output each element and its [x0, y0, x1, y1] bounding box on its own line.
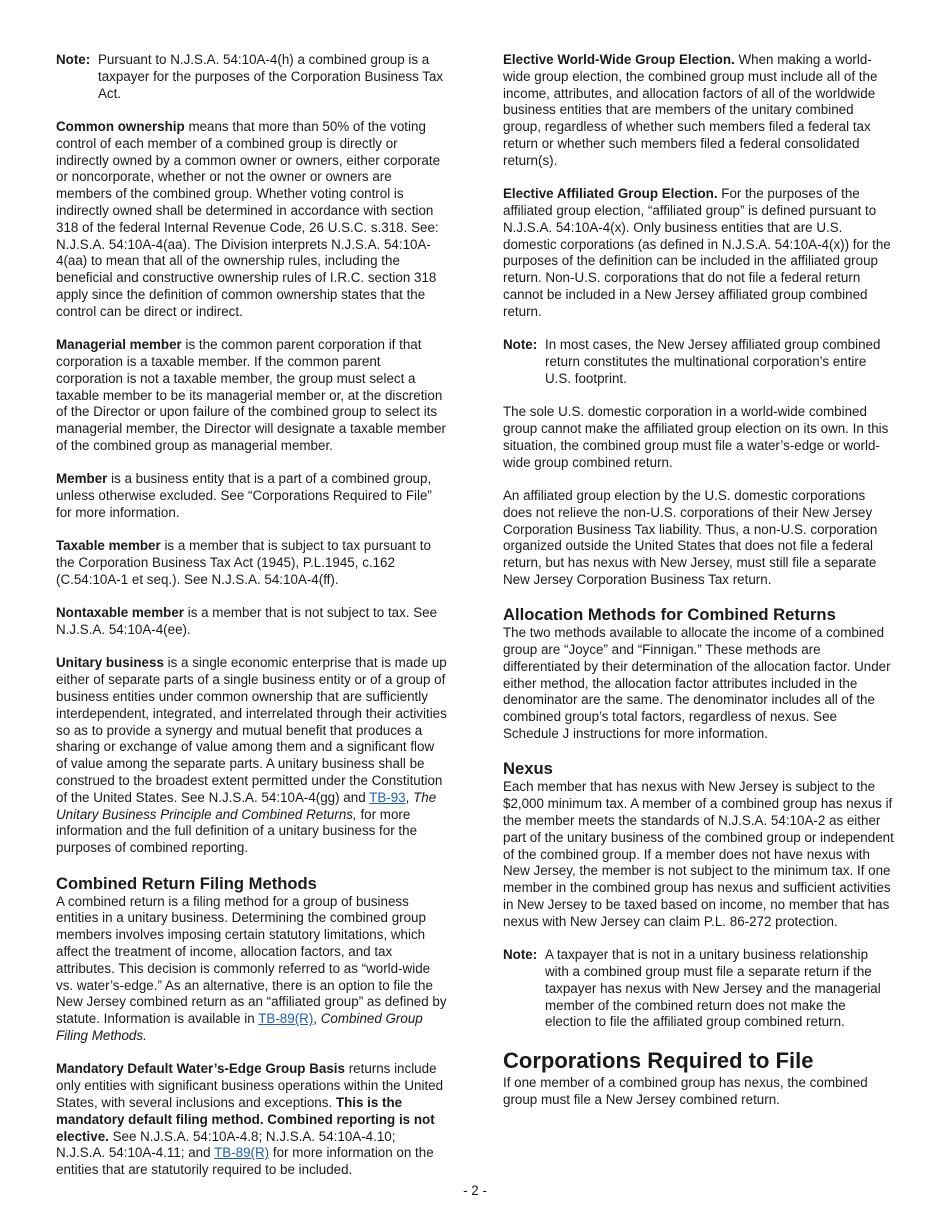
taxable-member-definition: Taxable member is a member that is subject to tax pursuant to the Corporation Business Tax Act (1945), P.L.1945, c.162 (C.54:10A-1 et seq.). See N.J.S.A. 54:10A-4(ff). [56, 538, 431, 587]
corporations-required-heading: Corporations Required to File [503, 1047, 814, 1073]
common-ownership-definition: Common ownership means that more than 50% of the voting control of each member of a combined group is directly or indirectly owned by a common owner or owners, either corporate or noncorporate, whether or not the owner or owners are members of the combined group. Whether voting control is indirectly owned shall be determined in accordance with section 318 of the federal Internal Revenue Code, 26 U.S.C. s.318. See: N.J.S.A. 54:10A-4(aa). The Division interprets N.J.S.A. 54:10A-4(aa) to mean that all of the ownership rules, including the beneficial and constructive ownership rules of I.R.C. section 318 apply since the definition of common ownership states that the control can be direct or indirect. [56, 118, 441, 319]
unitary-business-definition: Unitary business is a single economic enterprise that is made up either of separate parts of a single business entity or of a group of business entities under common ownership that are sufficiently interdependent, integrated, and interrelated through their activities so as to provide a synergy and mutual benefit that produces a sharing or exchange of value among them and a significant flow of value among the separate parts. A unitary business shall be construed to the broadest extent permitted under the Constitution of the United States. See N.J.S.A. 54:10A-4(gg) and TB-93, The Unitary Business Principle and Combined Returns, for more information and the full definition of a unitary business for the purposes of combined reporting. [56, 655, 447, 856]
right-column [503, 52, 895, 1125]
left-column [56, 52, 448, 1196]
term-nontaxable-member: Nontaxable member [56, 605, 184, 621]
note-text: A taxpayer that is not in a unitary business relationship with a combined group must file a separate return if the taxpayer has nexus with New Jersey and the managerial member of the combined return does not make the election to file the affiliated group combined return. [545, 947, 881, 1030]
mandatory-default-definition: Mandatory Default Water’s-Edge Group Basis returns include only entities with significant business operations within the United States, with several inclusions and exceptions. This is the mandatory default filing method. Combined reporting is not elective. See N.J.S.A. 54:10A-4.8; N.J.S.A. 54:10A-4.10; N.J.S.A. 54:10A-4.11; and TB-89(R) for more information on the entities that are statutorily required to be included. [56, 1061, 444, 1178]
nexus-heading: Nexus [503, 759, 553, 779]
allocation-methods-text: The two methods available to allocate the income of a combined group are “Joyce” and “Finnigan.” These methods are differentiated by their determination of the allocation factor. Under either method, the allocation factor attributes included in the denominator are the same. The denominator includes all of the combined group’s total factors, regardless of nexus. See Schedule J instructions for more information. [503, 625, 891, 742]
note-label: Note: [503, 947, 538, 963]
term-affiliated-election: Elective Affiliated Group Election. [503, 186, 718, 202]
worldwide-election: Elective World-Wide Group Election. When making a world-wide group election, the combined group must include all of the income, attributes, and allocation factors of all of the worldwide business entities that are members of the unitary combined group, regardless of whether such members filed a federal tax return or whether such members filed a federal consolidated return(s). [503, 52, 878, 168]
term-common-ownership: Common ownership [56, 118, 185, 134]
member-definition: Member is a business entity that is a part of a combined group, unless otherwise excluded. See “Corporations Required to File” for more information. [56, 471, 432, 520]
page-number: - 2 - [463, 1183, 487, 1198]
tb-89r-link-2[interactable]: TB-89(R) [214, 1145, 270, 1161]
affiliated-election: Elective Affiliated Group Election. For the purposes of the affiliated group election, “affiliated group” is defined pursuant to N.J.S.A. 54:10A-4(x). Only business entities that are U.S. domestic corporations (as defined in N.J.S.A. 54:10A-4(x)) for the purposes of the definition can be included in the affiliated group return. Non-U.S. corporations that do not file a federal return cannot be included in a New Jersey affiliated group combined return. [503, 186, 891, 319]
tb-93-link[interactable]: TB-93 [369, 789, 406, 805]
tb-89r-link[interactable]: TB-89(R) [258, 1011, 314, 1027]
term-managerial-member: Managerial member [56, 337, 182, 353]
sole-domestic-paragraph: The sole U.S. domestic corporation in a world-wide combined group cannot make the affiliated group election on its own. In this situation, the combined group must file a water’s-edge or world-wide group combined return. [503, 404, 889, 470]
combined-return-text: A combined return is a filing method for a group of business entities in a unitary business. Determining the combined group members involves imposing certain statutory limitations, which affect the treatment of income, allocation factors, and tax attributes. This decision is commonly referred to as “world-wide vs. water’s-edge.” As an alternative, there is an option to file the New Jersey combined return as an “affiliated group” as defined by statute. Information is available in TB-89(R), Combined Group Filing Methods. [56, 893, 447, 1043]
note-text: In most cases, the New Jersey affiliated group combined return constitutes the multinational corporation’s entire U.S. footprint. [545, 337, 881, 386]
term-taxable-member: Taxable member [56, 538, 161, 554]
note-label: Note: [503, 337, 538, 353]
term-worldwide-election: Elective World-Wide Group Election. [503, 52, 735, 67]
note-affiliated-footprint [503, 337, 895, 387]
note-text: Pursuant to N.J.S.A. 54:10A-4(h) a combined group is a taxpayer for the purposes of the Corporation Business Tax Act. [98, 52, 444, 101]
note-label: Note: [56, 52, 91, 67]
nexus-text: Each member that has nexus with New Jersey is subject to the $2,000 minimum tax. A member of a combined group has nexus if the member meets the standards of N.J.S.A. 54:10A-2 as either part of the unitary business of the combined group or independent of the combined group. If a member does not have nexus with New Jersey, the member is not subject to the minimum tax. If one member in the combined group has nexus and sufficient activities in New Jersey to be taxed based on income, no member that has nexus with New Jersey can claim P.L. 86-272 protection. [503, 779, 894, 929]
managerial-member-definition: Managerial member is the common parent corporation if that corporation is a taxable member. If the common parent corporation is not a taxable member, the group must select a taxable member to be its managerial member or, at the discretion of the Director or upon failure of the combined group to select its managerial member, the Director will designate a taxable member of the combined group as managerial member. [56, 337, 446, 453]
mandatory-emphasis: This is the mandatory default filing method. Combined reporting is not elective. [56, 1094, 435, 1144]
allocation-methods-heading: Allocation Methods for Combined Returns [503, 605, 836, 625]
affiliated-group-election-paragraph: An affiliated group election by the U.S. domestic corporations does not relieve the non-U.S. corporations of their New Jersey Corporation Business Tax liability. Thus, a non-U.S. corporation organized outside the United States that does not file a federal return, but has nexus with New Jersey, must still file a separate New Jersey Corporation Business Tax return. [503, 487, 878, 587]
note-combined-group [56, 52, 448, 102]
term-member: Member [56, 471, 108, 487]
term-mandatory-default: Mandatory Default Water’s-Edge Group Basis [56, 1061, 345, 1077]
nontaxable-member-definition: Nontaxable member is a member that is not subject to tax. See N.J.S.A. 54:10A-4(ee). [56, 605, 438, 638]
tb-89r-title: Combined Group Filing Methods. [56, 1011, 423, 1043]
term-unitary-business: Unitary business [56, 655, 164, 671]
corporations-required-text: If one member of a combined group has nexus, the combined group must file a New Jersey combined return. [503, 1074, 868, 1107]
tb-93-title: The Unitary Business Principle and Combined Returns, [56, 789, 437, 822]
combined-return-heading: Combined Return Filing Methods [56, 873, 317, 893]
note-unitary-relationship [503, 947, 895, 1031]
